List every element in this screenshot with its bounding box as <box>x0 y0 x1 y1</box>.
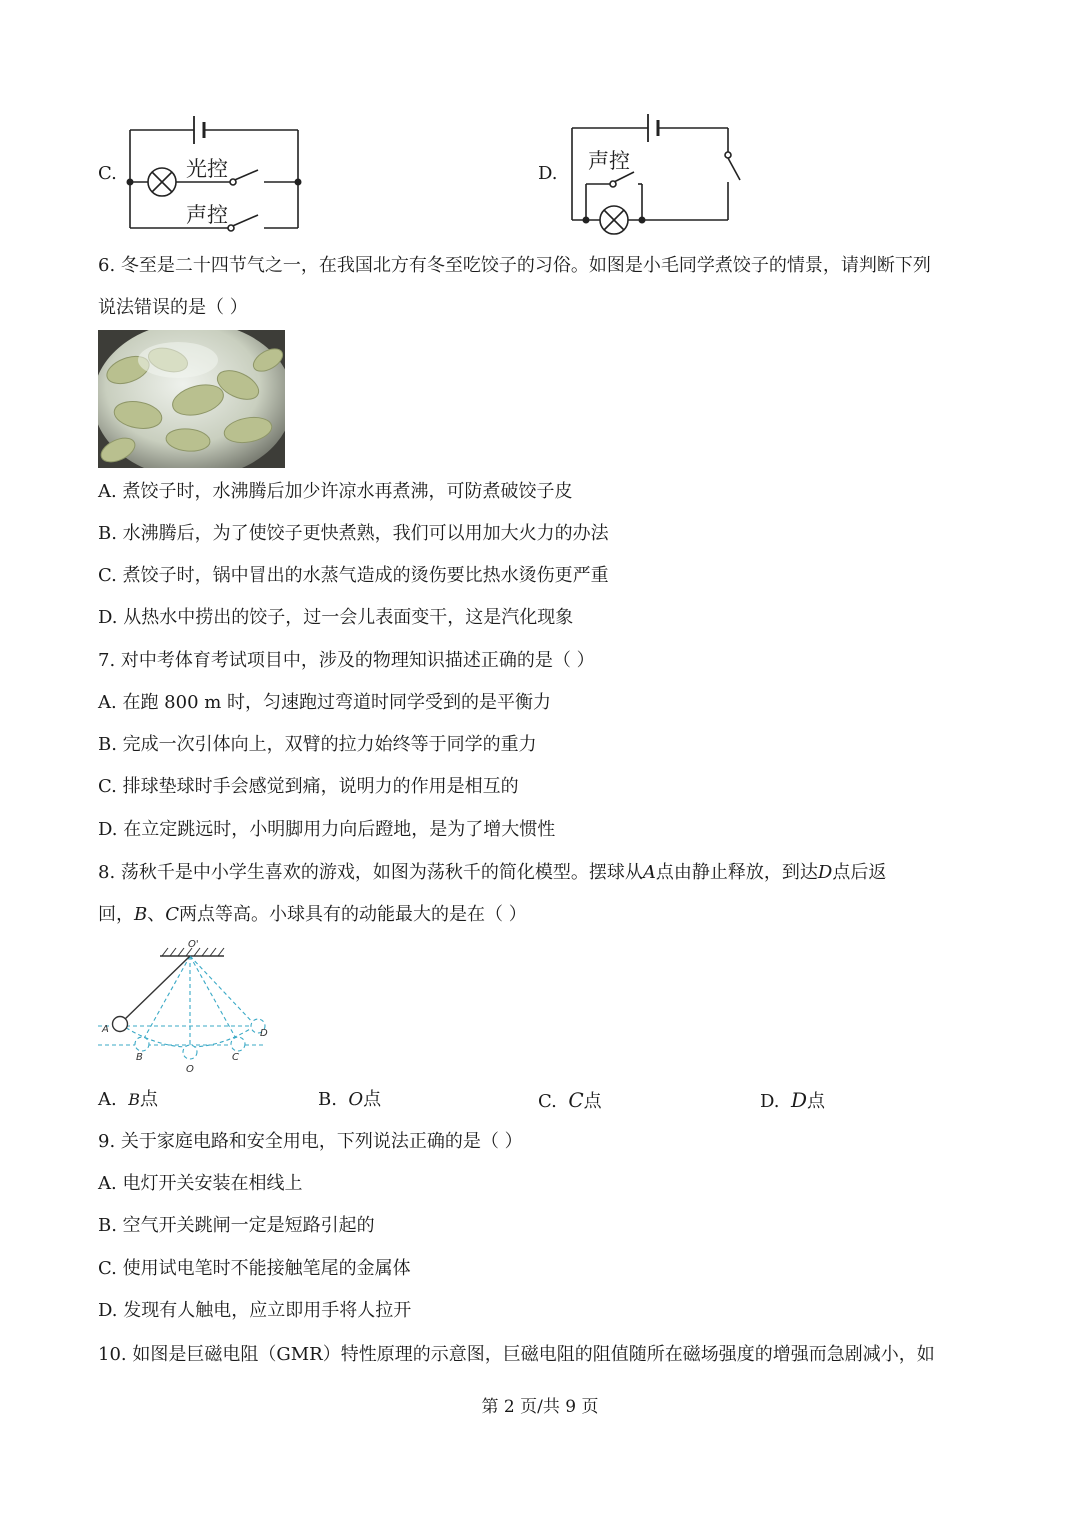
q8-stem-2c: 两点等高。小球具有的动能最大的是在（ ） <box>179 904 527 925</box>
q8-option-c-prefix: C. <box>538 1091 557 1112</box>
dumplings-photo-image <box>98 330 285 468</box>
q6-option-c: C. 煮饺子时，锅中冒出的水蒸气造成的烫伤要比热水烫伤更严重 <box>98 565 609 586</box>
circuit-c-label: C. <box>98 163 117 184</box>
circuit-c-diagram <box>98 108 318 238</box>
swing-label-pivot: O' <box>188 939 199 950</box>
q8-option-d <box>760 1088 825 1114</box>
q8-stem-1c: 点后返 <box>832 862 887 883</box>
q9-option-b: B. 空气开关跳闸一定是短路引起的 <box>98 1215 375 1236</box>
q8-option-d-suffix: 点 <box>807 1091 826 1112</box>
q8-stem-line-1 <box>98 861 886 885</box>
circuit-c-switch-top-label: 光控 <box>186 157 228 181</box>
q10-stem: 10. 如图是巨磁电阻（GMR）特性原理的示意图，巨磁电阻的阻值随所在磁场强度的增强而急剧减小，如 <box>98 1344 935 1365</box>
q8-option-c-letter: C <box>568 1088 584 1112</box>
q6-option-b: B. 水沸腾后，为了使饺子更快煮熟，我们可以用加大火力的办法 <box>98 523 609 544</box>
swing-label-a: A <box>102 1024 109 1035</box>
q8-stem-2-point-b: B <box>134 904 148 925</box>
q6-option-d: D. 从热水中捞出的饺子，过一会儿表面变干，这是汽化现象 <box>98 607 574 628</box>
q8-option-b-letter: O <box>348 1089 364 1110</box>
swing-label-o: O <box>186 1064 194 1075</box>
q8-stem-1-point-a: A <box>642 862 656 883</box>
page-footer: 第 2 页/共 9 页 <box>481 1397 599 1417</box>
q6-option-a: A. 煮饺子时，水沸腾后加少许凉水再煮沸，可防煮破饺子皮 <box>98 481 573 502</box>
circuit-c-switch-bottom-label: 声控 <box>186 203 228 227</box>
q8-stem-1b: 点由静止释放，到达 <box>655 862 818 883</box>
circuit-d-diagram <box>538 106 748 236</box>
q8-option-d-prefix: D. <box>760 1091 780 1112</box>
q9-option-c: C. 使用试电笔时不能接触笔尾的金属体 <box>98 1258 411 1279</box>
dumplings-photo <box>98 330 285 468</box>
circuit-d <box>538 106 748 236</box>
q7-option-d: D. 在立定跳远时，小明脚用力向后蹬地，是为了增大惯性 <box>98 819 556 840</box>
q8-stem-1-point-d: D <box>817 862 833 883</box>
q9-stem: 9. 关于家庭电路和安全用电，下列说法正确的是（ ） <box>98 1131 523 1152</box>
swing-label-c: C <box>232 1052 239 1063</box>
q7-option-a: A. 在跑 800 m 时，匀速跑过弯道时同学受到的是平衡力 <box>98 692 552 713</box>
circuit-d-switch-label: 声控 <box>588 149 630 173</box>
swing-label-b: B <box>136 1052 143 1063</box>
q8-stem-1a: 8. 荡秋千是中小学生喜欢的游戏，如图为荡秋千的简化模型。摆球从 <box>98 862 643 883</box>
q8-option-b <box>318 1088 381 1112</box>
q8-stem-line-2 <box>98 903 527 927</box>
q8-option-c-suffix: 点 <box>583 1091 602 1112</box>
circuit-c <box>98 108 318 238</box>
q9-option-d: D. 发现有人触电，应立即用手将人拉开 <box>98 1300 412 1321</box>
swing-diagram <box>98 938 278 1076</box>
swing-label-d: D <box>260 1028 268 1039</box>
q8-option-c <box>538 1088 602 1114</box>
q8-option-a-suffix: 点 <box>139 1089 158 1110</box>
q8-stem-2-point-c: C <box>165 904 180 925</box>
q7-option-c: C. 排球垫球时手会感觉到痛，说明力的作用是相互的 <box>98 776 519 797</box>
q8-stem-2b: 、 <box>147 904 166 925</box>
q8-stem-2a: 回， <box>98 904 134 925</box>
swing-diagram-svg <box>98 938 278 1076</box>
q8-option-d-letter: D <box>790 1088 808 1112</box>
q6-stem-line-2: 说法错误的是（ ） <box>98 297 248 318</box>
q6-stem-line-1: 6. 冬至是二十四节气之一，在我国北方有冬至吃饺子的习俗。如图是小毛同学煮饺子的情景，请判断下列 <box>98 255 931 276</box>
q7-stem: 7. 对中考体育考试项目中，涉及的物理知识描述正确的是（ ） <box>98 650 595 671</box>
q8-option-a-prefix: A. <box>98 1089 117 1110</box>
q7-option-b: B. 完成一次引体向上，双臂的拉力始终等于同学的重力 <box>98 734 537 755</box>
q8-option-a <box>98 1088 158 1112</box>
circuit-d-label: D. <box>538 163 558 184</box>
q8-option-a-letter: B <box>128 1090 140 1109</box>
q8-option-b-suffix: 点 <box>363 1089 382 1110</box>
q8-option-b-prefix: B. <box>318 1089 337 1110</box>
q9-option-a: A. 电灯开关安装在相线上 <box>98 1173 303 1194</box>
